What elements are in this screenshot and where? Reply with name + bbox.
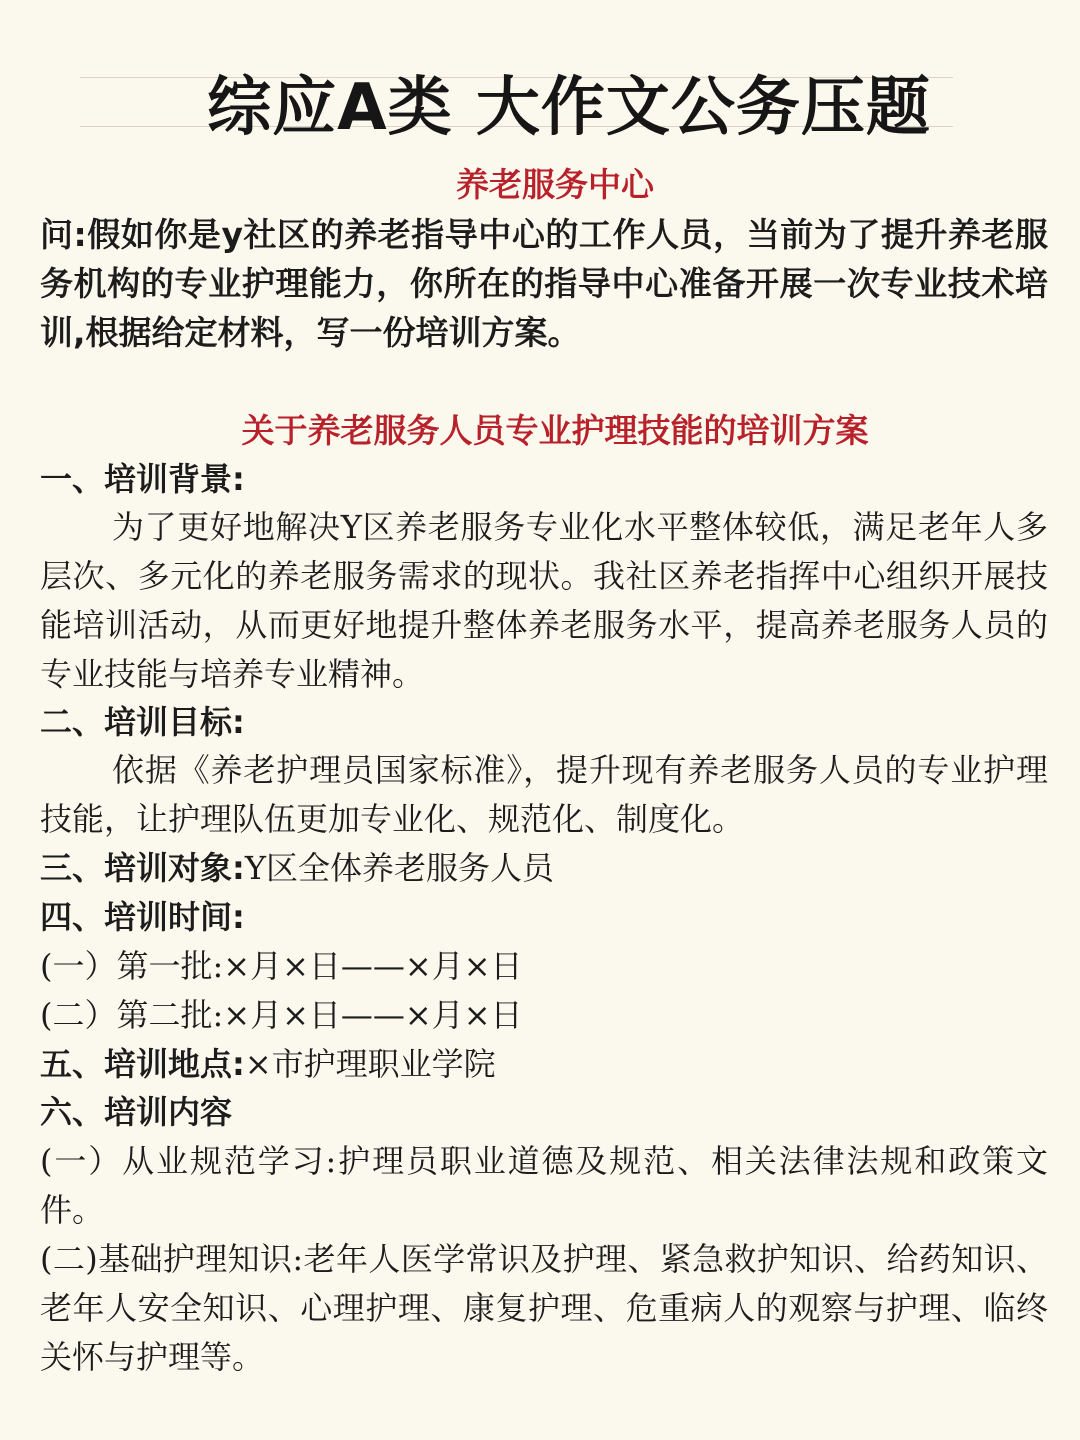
time-item-2: (二）第二批:×月×日——×月×日 bbox=[40, 996, 523, 1034]
section-heading-location: 五、培训地点: bbox=[40, 1045, 245, 1083]
page-title: 综应A类 大作文公务压题 bbox=[207, 71, 931, 145]
plan-title: 关于养老服务人员专业护理技能的培训方案 bbox=[241, 411, 869, 450]
section-value-audience: Y区全体养老服务人员 bbox=[244, 849, 554, 887]
section-heading-background: 一、培训背景: bbox=[40, 460, 245, 498]
question-text: 问:假如你是y社区的养老指导中心的工作人员，当前为了提升养老服务机构的专业护理能力，你所在的指导中心准备开展一次专业技术培训,根据给定材料，写一份培训方案。 bbox=[40, 215, 1048, 352]
section-row-audience bbox=[40, 844, 1048, 893]
page-subtitle: 养老服务中心 bbox=[456, 165, 654, 204]
time-item-1: (一）第一批:×月×日——×月×日 bbox=[40, 947, 523, 985]
title-area bbox=[40, 0, 1048, 150]
section-heading-content: 六、培训内容 bbox=[40, 1093, 233, 1131]
section-heading-audience: 三、培训对象: bbox=[40, 849, 245, 887]
section-body-background: 为了更好地解决Y区养老服务专业化水平整体较低，满足老年人多层次、多元化的养老服务需求的现状。我社区养老指挥中心组织开展技能培训活动，从而更好地提升整体养老服务水平，提高养老服务人员的专业技能与培养专业精神。 bbox=[40, 508, 1048, 693]
section-value-location: ×市护理职业学院 bbox=[244, 1045, 496, 1083]
content-item-2: (二)基础护理知识:老年人医学常识及护理、紧急救护知识、给药知识、老年人安全知识、心理护理、康复护理、危重病人的观察与护理、临终关怀与护理等。 bbox=[40, 1240, 1048, 1376]
section-row-location bbox=[40, 1040, 1048, 1089]
content-item-1: (一）从业规范学习:护理员职业道德及规范、相关法律法规和政策文件。 bbox=[40, 1142, 1048, 1229]
section-body-goal: 依据《养老护理员国家标准》，提升现有养老服务人员的专业护理技能，让护理队伍更加专业化、规范化、制度化。 bbox=[40, 751, 1048, 838]
section-heading-time: 四、培训时间: bbox=[40, 898, 245, 936]
section-heading-goal: 二、培训目标: bbox=[40, 703, 245, 741]
